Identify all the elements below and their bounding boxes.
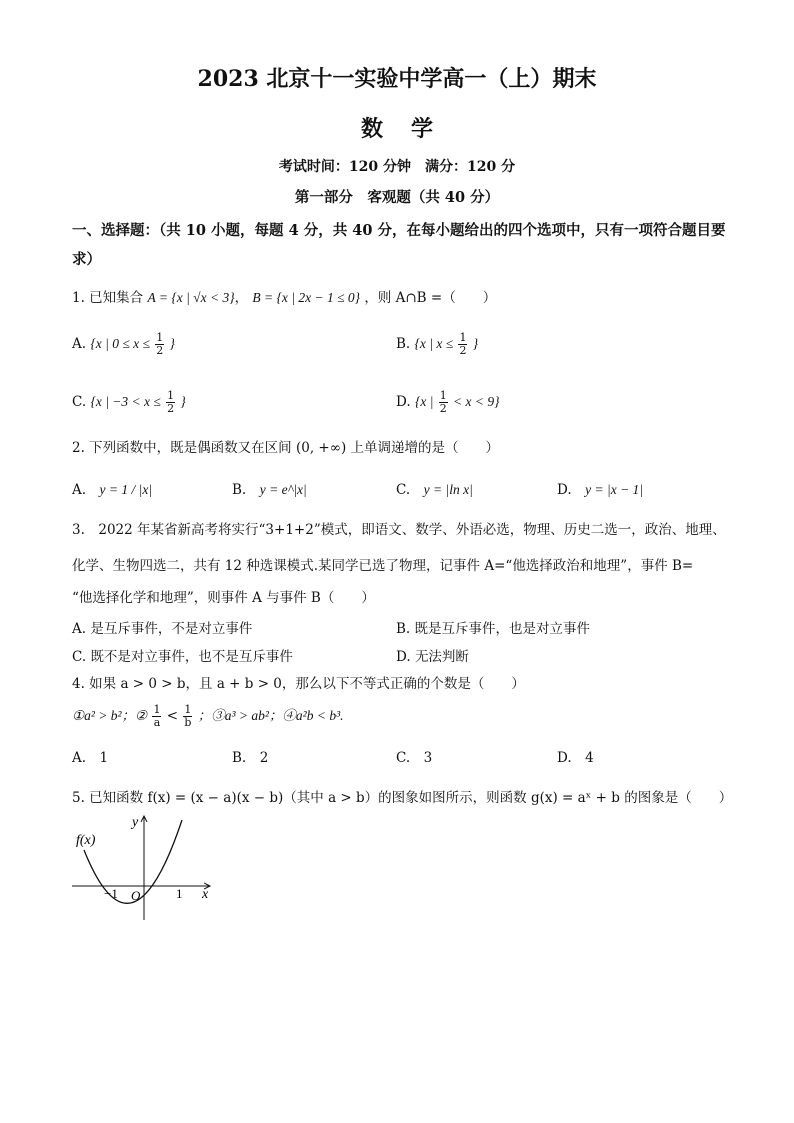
q1-option-a[interactable] bbox=[72, 332, 175, 357]
fraction: $\frac{1}{2}$ bbox=[156, 331, 164, 357]
parabola-graph bbox=[70, 812, 220, 922]
exam-title: 2023 北京十一实验中学高一（上）期末 bbox=[197, 66, 597, 92]
option-label: C. bbox=[72, 394, 87, 410]
q2-option-c[interactable]: C. y = |ln x| bbox=[396, 482, 473, 498]
y-axis-label: y bbox=[132, 815, 139, 830]
part-heading: 第一部分 客观题（共 40 分） bbox=[294, 189, 500, 206]
x-axis-label: x bbox=[202, 887, 209, 902]
q4-items-rest: ；③a³ > ab²；④a²b < b³. bbox=[197, 708, 344, 723]
q1-option-c[interactable] bbox=[72, 390, 186, 415]
q1-option-d[interactable] bbox=[396, 390, 500, 415]
fraction: $\frac{1}{a}$ bbox=[153, 703, 161, 729]
option-set-left: {x | x ≤ bbox=[414, 336, 454, 351]
q2-stem: 2. 下列函数中，既是偶函数又在区间 (0, +∞) 上单调递增的是（ ） bbox=[72, 440, 500, 456]
tick-pos-one: 1 bbox=[176, 886, 183, 901]
option-label: D. bbox=[396, 394, 411, 410]
option-set-left: {x | −3 < x ≤ bbox=[90, 394, 161, 409]
q4-option-d[interactable]: D. 4 bbox=[557, 750, 594, 766]
q4-stem: 4. 如果 a > 0 > b，且 a + b > 0，那么以下不等式正确的个数是（ ） bbox=[72, 676, 525, 692]
fraction: $\frac{1}{2}$ bbox=[439, 389, 447, 415]
option-set-right: } bbox=[180, 394, 186, 409]
origin-label: O bbox=[131, 888, 141, 903]
q2-option-a[interactable]: A. y = 1 / |x| bbox=[72, 482, 153, 498]
option-set-right: } bbox=[169, 336, 175, 351]
q3-line-1: 3. 2022 年某省新高考将实行“3+1+2”模式，即语文、数学、外语必选，物理、历史二选一，政治、地理、 bbox=[72, 522, 726, 538]
q3-option-a[interactable]: A. 是互斥事件，不是对立事件 bbox=[72, 621, 253, 637]
q4-option-b[interactable]: B. 2 bbox=[232, 750, 269, 766]
q3-option-b[interactable]: B. 既是互斥事件，也是对立事件 bbox=[396, 621, 591, 637]
subject-title: 数学 bbox=[360, 116, 461, 142]
less-than: < bbox=[166, 708, 179, 724]
section-heading: 一、选择题：（共 10 小题，每题 4 分，共 40 分，在每小题给出的四个选项中，只有一项符合题目要求） bbox=[72, 222, 726, 268]
q1-set-a: A = {x | √x < 3} bbox=[147, 290, 235, 305]
func-label: f(x) bbox=[76, 833, 96, 848]
fraction: $\frac{1}{b}$ bbox=[184, 703, 192, 729]
q1-stem-prefix: 1. 已知集合 bbox=[72, 290, 144, 306]
q4-items bbox=[72, 704, 344, 729]
option-set-right: } bbox=[472, 336, 479, 351]
option-label: B. bbox=[396, 336, 411, 352]
q1-stem: 1. 已知集合 A = {x | √x < 3}， B = {x | 2x − 1 ≤ 0} ，则 A∩B =（ ） bbox=[72, 290, 497, 306]
exam-info: 考试时间：120 分钟 满分：120 分 bbox=[278, 159, 516, 175]
q3-option-d[interactable]: D. 无法判断 bbox=[396, 649, 469, 665]
q3-line-3: “他选择化学和地理”，则事件 A 与事件 B（ ） bbox=[72, 590, 375, 606]
fraction: $\frac{1}{2}$ bbox=[459, 331, 467, 357]
q1-stem-suffix: ，则 A∩B =（ ） bbox=[364, 290, 497, 306]
q4-item-1: ①a² > b²；② bbox=[72, 708, 148, 723]
tick-neg-one: −1 bbox=[104, 886, 118, 901]
q4-option-c[interactable]: C. 3 bbox=[396, 750, 433, 766]
q4-option-a[interactable]: A. 1 bbox=[72, 750, 109, 766]
option-set-right: < x < 9} bbox=[453, 394, 500, 409]
option-set-left: {x | bbox=[414, 394, 434, 409]
option-set-left: {x | 0 ≤ x ≤ bbox=[90, 336, 150, 351]
q3-line-2: 化学、生物四选二，共有 12 种选课模式.某同学已选了物理，记事件 A=“他选择政治和地理”，事件 B= bbox=[72, 558, 694, 574]
q1-option-b[interactable] bbox=[396, 332, 478, 357]
q2-option-d[interactable]: D. y = |x − 1| bbox=[557, 482, 644, 498]
q1-set-b: B = {x | 2x − 1 ≤ 0} bbox=[252, 290, 361, 305]
fraction: $\frac{1}{2}$ bbox=[167, 389, 175, 415]
q2-option-b[interactable]: B. y = e^|x| bbox=[232, 482, 307, 498]
q3-option-c[interactable]: C. 既不是对立事件，也不是互斥事件 bbox=[72, 649, 293, 665]
option-label: A. bbox=[72, 336, 87, 352]
q5-stem: 5. 已知函数 f(x) = (x − a)(x − b)（其中 a > b）的图象如图所示，则函数 g(x) = aˣ + b 的图象是（ ） bbox=[72, 790, 733, 806]
